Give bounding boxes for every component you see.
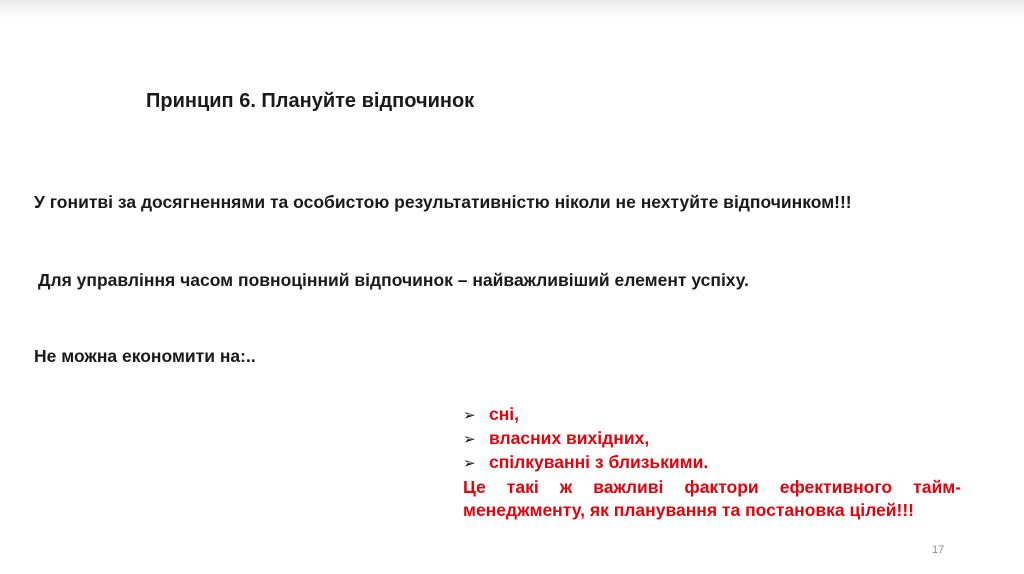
list-item — [463, 451, 961, 475]
list-item — [463, 427, 961, 451]
bullet-label: сні, — [489, 404, 520, 424]
paragraph-do-not-save-on: Не можна економити на:.. — [34, 346, 256, 366]
page-number: 17 — [932, 544, 945, 556]
paragraph-rest-importance: Для управління часом повноцінний відпочинок – найважливіший елемент успіху. — [38, 270, 749, 290]
slide-title: Принцип 6. Плануйте відпочинок — [146, 90, 475, 112]
top-shadow — [0, 0, 1024, 20]
paragraph-rest-warning: У гонитві за досягненнями та особистою результативністю ніколи не нехтуйте відпочинком!!! — [34, 192, 852, 212]
list-item — [463, 403, 961, 427]
bullet-label: спілкуванні з близькими. — [489, 452, 709, 472]
bullet-label: власних вихідних, — [489, 428, 650, 448]
red-highlight-block — [463, 403, 961, 522]
arrow-bullet-icon: ➢ — [463, 431, 476, 448]
closing-statement: Це такі ж важливі фактори ефективного тайм-менеджменту, як планування та постановка цілей!!! — [463, 477, 961, 520]
arrow-bullet-icon: ➢ — [463, 455, 476, 472]
arrow-bullet-icon: ➢ — [463, 407, 476, 424]
bullet-list — [463, 403, 961, 475]
